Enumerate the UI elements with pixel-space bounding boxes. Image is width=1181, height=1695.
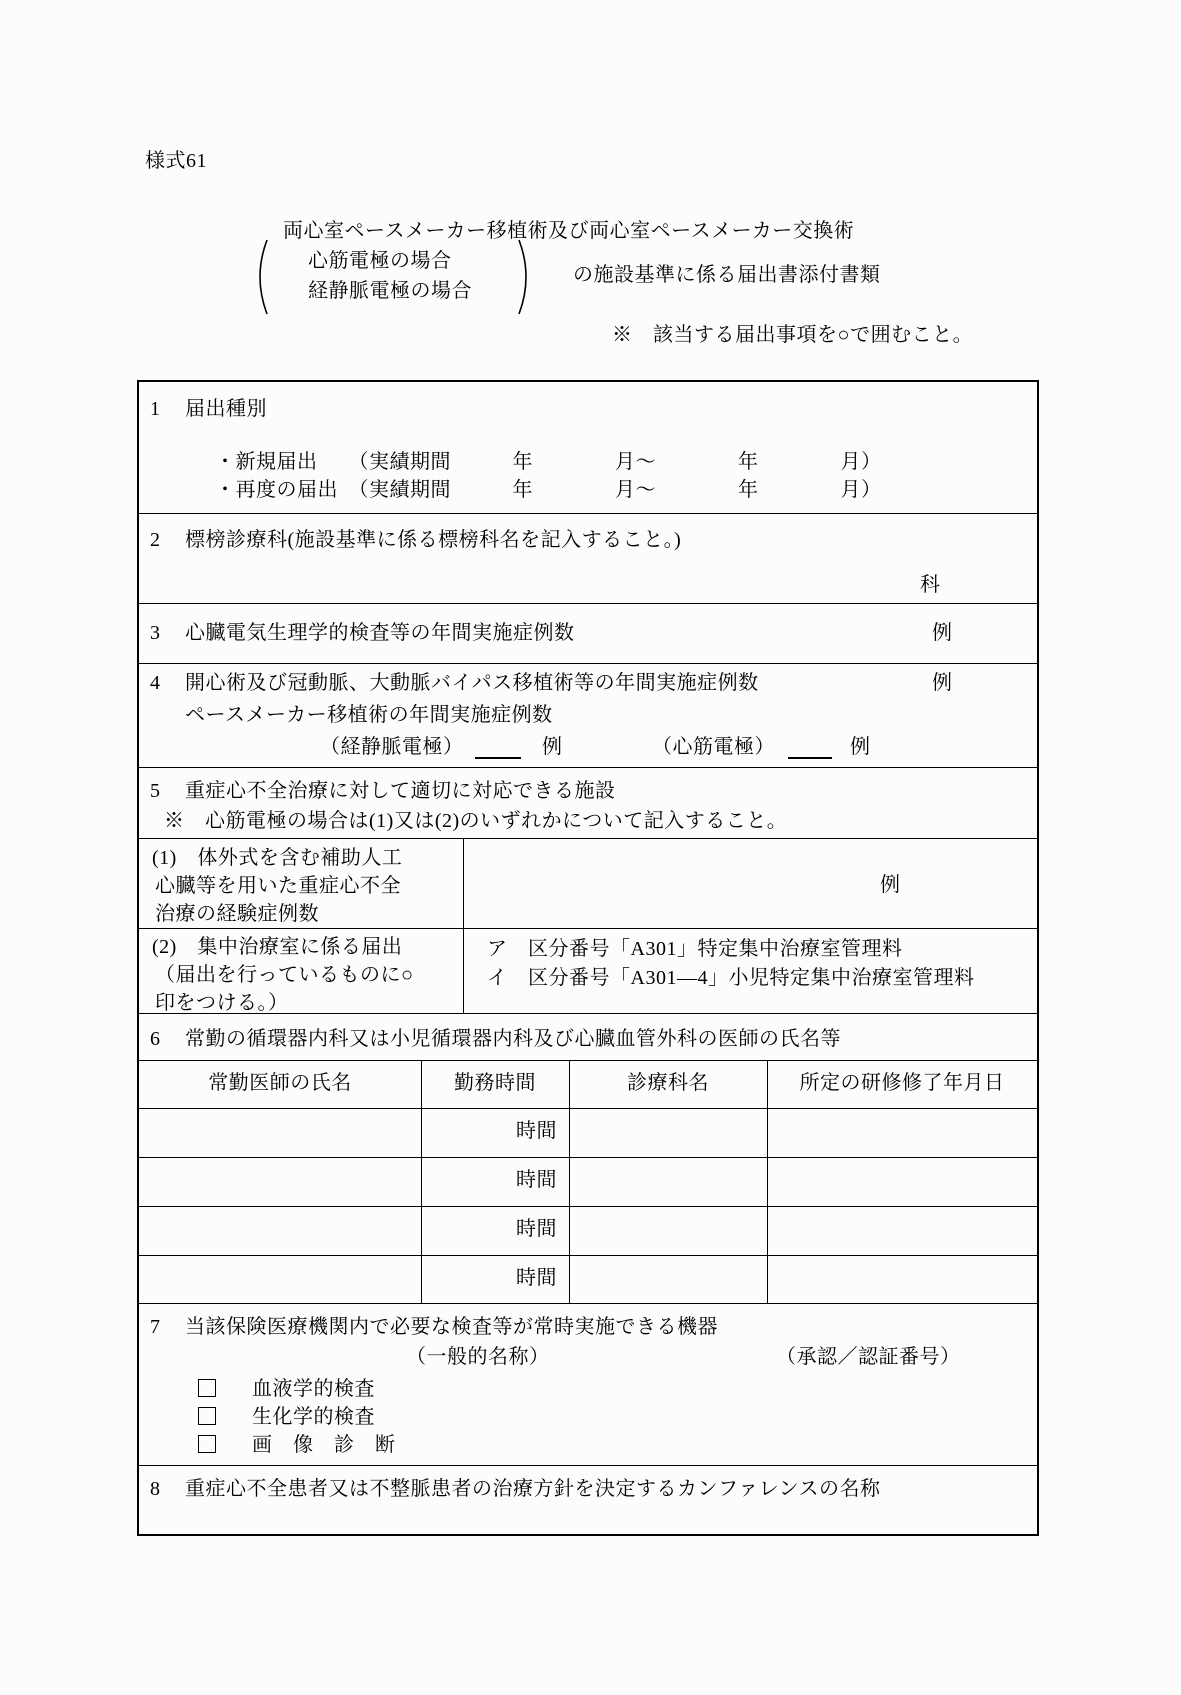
bracket-option-1: 心筋電極の場合 — [308, 250, 452, 272]
divider-s2-s3 — [139, 603, 1037, 604]
checkbox-imaging-label: 画 像 診 断 — [252, 1434, 396, 1456]
left-bracket — [250, 238, 270, 316]
checkbox-hematology-label: 血液学的検査 — [252, 1378, 375, 1400]
s3-unit-rei: 例 — [932, 622, 953, 644]
s5-number: 5 — [150, 780, 161, 802]
s5-note: ※ 心筋電極の場合は(1)又は(2)のいずれかについて記入すること。 — [164, 810, 788, 832]
checkbox-imaging — [198, 1435, 216, 1453]
s2-title: 標榜診療科(施設基準に係る標榜科名を記入すること。) — [185, 529, 682, 551]
doctors-table-top — [139, 1060, 1037, 1061]
form-number: 様式61 — [145, 150, 207, 172]
s5-sub1-line3: 治療の経験症例数 — [155, 903, 319, 925]
s5-sub2-line1: (2) 集中治療室に係る届出 — [152, 936, 403, 958]
s1-number: 1 — [150, 398, 161, 420]
s7-col-generic-name: （一般的名称） — [406, 1346, 550, 1368]
doctors-table-headrule — [139, 1108, 1037, 1109]
doctors-header-name: 常勤医師の氏名 — [208, 1072, 352, 1094]
checkbox-biochemistry — [198, 1407, 216, 1425]
s8-number: 8 — [150, 1478, 161, 1500]
divider-sub-col — [463, 838, 464, 1013]
s6-title: 常勤の循環器内科又は小児循環器内科及び心臓血管外科の医師の氏名等 — [185, 1028, 841, 1050]
divider-s4-s5 — [139, 767, 1037, 768]
form-title-suffix: の施設基準に係る届出書添付書類 — [573, 264, 881, 286]
s5-title: 重症心不全治療に対して適切に対応できる施設 — [185, 780, 616, 802]
right-bracket — [516, 238, 536, 316]
doctors-row3-hours-unit: 時間 — [516, 1218, 557, 1240]
doctors-header-training: 所定の研修修了年月日 — [799, 1072, 1005, 1094]
form-title-line1: 両心室ペースメーカー移植術及び両心室ペースメーカー交換術 — [283, 220, 855, 242]
s7-number: 7 — [150, 1316, 161, 1338]
s4-unit2-rei: 例 — [542, 736, 563, 758]
doctors-table-col2-line — [569, 1060, 570, 1303]
divider-s5-sub1 — [139, 838, 1037, 839]
s4-unit1-rei: 例 — [932, 672, 953, 694]
s5-sub1-unit-rei: 例 — [880, 874, 901, 896]
s2-unit-ka: 科 — [920, 574, 941, 596]
doctors-row2-hours-unit: 時間 — [516, 1169, 557, 1191]
s4-lead-myocardial: （心筋電極） — [652, 736, 775, 758]
s2-number: 2 — [150, 529, 161, 551]
s3-title: 心臓電気生理学的検査等の年間実施症例数 — [185, 622, 575, 644]
doctors-table-row2-rule — [139, 1206, 1037, 1207]
s4-unit3-rei: 例 — [850, 736, 871, 758]
s4-lead-transvenous: （経静脈電極） — [320, 736, 464, 758]
s5-sub2-opt1-kana: ア — [487, 938, 508, 960]
doctors-row4-hours-unit: 時間 — [516, 1267, 557, 1289]
doctors-header-dept: 診療科名 — [627, 1072, 709, 1094]
doctors-table-row1-rule — [139, 1157, 1037, 1158]
divider-sub1-sub2 — [139, 928, 1037, 929]
s5-sub1-line1: (1) 体外式を含む補助人工 — [152, 847, 403, 869]
doctors-header-hours: 勤務時間 — [454, 1072, 536, 1094]
s7-col-approval-number: （承認／認証番号） — [776, 1346, 961, 1368]
checkbox-biochemistry-label: 生化学的検査 — [252, 1406, 375, 1428]
s8-title: 重症心不全患者又は不整脈患者の治療方針を決定するカンファレンスの名称 — [185, 1478, 881, 1500]
doctors-row1-hours-unit: 時間 — [516, 1120, 557, 1142]
bracket-option-2: 経静脈電極の場合 — [308, 280, 472, 302]
s5-sub2-opt2-kana: イ — [487, 967, 508, 989]
s4-line1: 開心術及び冠動脈、大動脈バイパス移植術等の年間実施症例数 — [185, 672, 759, 694]
doctors-table-col3-line — [767, 1060, 768, 1303]
s1-title: 届出種別 — [185, 398, 267, 420]
fill-line-transvenous — [475, 757, 521, 759]
divider-s7-s8 — [139, 1465, 1037, 1466]
divider-s3-s4 — [139, 663, 1037, 664]
s1-item-new: ・新規届出 （実績期間 年 月～ 年 月） — [215, 451, 882, 473]
s7-title: 当該保険医療機関内で必要な検査等が常時実施できる機器 — [185, 1316, 718, 1338]
s5-sub2-line3: 印をつける。） — [155, 992, 289, 1014]
s1-item-again: ・再度の届出 （実績期間 年 月～ 年 月） — [215, 479, 882, 501]
s5-sub2-line2: （届出を行っているものに○ — [155, 964, 414, 986]
s3-number: 3 — [150, 622, 161, 644]
checkbox-hematology — [198, 1379, 216, 1397]
s6-number: 6 — [150, 1028, 161, 1050]
s4-number: 4 — [150, 672, 161, 694]
doctors-table-row3-rule — [139, 1255, 1037, 1256]
fill-line-myocardial — [788, 757, 832, 759]
main-table — [137, 380, 1039, 1536]
s5-sub2-opt1-text: 区分番号「A301」特定集中治療室管理料 — [528, 938, 903, 960]
instruction-note: ※ 該当する届出事項を○で囲むこと。 — [612, 324, 974, 346]
s4-line2: ペースメーカー移植術の年間実施症例数 — [185, 704, 553, 726]
divider-s1-s2 — [139, 513, 1037, 514]
s5-sub1-line2: 心臓等を用いた重症心不全 — [155, 875, 401, 897]
divider-s6-s7 — [139, 1303, 1037, 1304]
s5-sub2-opt2-text: 区分番号「A301―4」小児特定集中治療室管理料 — [528, 967, 975, 989]
